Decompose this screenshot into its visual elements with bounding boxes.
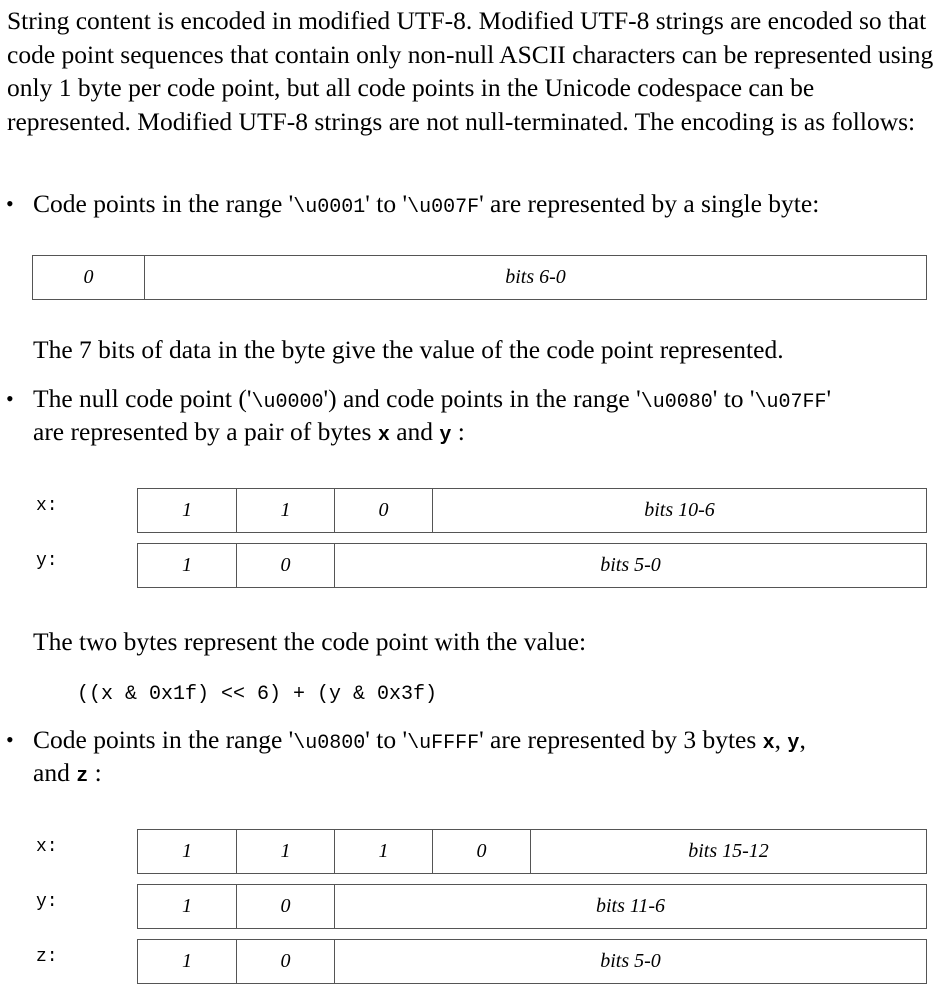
code-u007f: \u007F bbox=[407, 196, 480, 219]
table-row bbox=[138, 885, 927, 929]
formula-two-byte: ((x & 0x1f) << 6) + (y & 0x3f) bbox=[77, 683, 438, 706]
three-byte-x-table bbox=[137, 829, 927, 874]
table-row bbox=[138, 940, 927, 984]
two-byte-y-table bbox=[137, 543, 927, 588]
bit-range-cell: bits 6-0 bbox=[145, 256, 927, 300]
intro-paragraph: String content is encoded in modified UTF-8. Modified UTF-8 strings are encoded so that code point sequences that contain only non-null ASCII characters can be represented using only 1 byte per code point, but all code points in the Unicode codespace can be represented. Modified UTF-8 strings are not null-terminated. The encoding is as follows: bbox=[7, 6, 934, 136]
bit-cell: 1 bbox=[237, 830, 335, 874]
bullet-icon: • bbox=[6, 386, 14, 411]
bit-range-cell: bits 5-0 bbox=[335, 544, 927, 588]
bit-cell: 0 bbox=[433, 830, 531, 874]
bit-cell: 0 bbox=[237, 940, 335, 984]
bit-cell: 1 bbox=[138, 885, 237, 929]
bit-cell: 1 bbox=[138, 830, 237, 874]
byte-label-x: x: bbox=[36, 837, 58, 857]
table-row bbox=[138, 489, 927, 533]
table-row bbox=[138, 544, 927, 588]
bit-range-cell: bits 5-0 bbox=[335, 940, 927, 984]
code-u0001: \u0001 bbox=[293, 196, 366, 219]
bullet-icon: • bbox=[6, 727, 14, 752]
byte-label-x: x: bbox=[36, 496, 58, 516]
note-two-byte: The two bytes represent the code point with the value: bbox=[33, 627, 587, 656]
bit-range-cell: bits 10-6 bbox=[433, 489, 927, 533]
byte-label-y: y: bbox=[36, 892, 58, 912]
bullet-three-byte-line1: Code points in the range '\u0800' to '\uFFFF' are represented by 3 bytes x, y, bbox=[33, 725, 806, 755]
code-u0080: \u0080 bbox=[640, 391, 713, 414]
bit-cell: 1 bbox=[237, 489, 335, 533]
byte-label-y: y: bbox=[36, 551, 58, 571]
bullet-single-byte: Code points in the range '\u0001' to '\u007F' are represented by a single byte: bbox=[33, 189, 820, 219]
bit-cell: 0 bbox=[237, 544, 335, 588]
bullet-icon: • bbox=[6, 191, 14, 216]
code-uffff: \uFFFF bbox=[407, 732, 480, 755]
bit-range-cell: bits 11-6 bbox=[335, 885, 927, 929]
bit-cell: 0 bbox=[33, 256, 145, 300]
code-x: x bbox=[377, 424, 390, 447]
bit-cell: 1 bbox=[335, 830, 433, 874]
table-row bbox=[33, 256, 927, 300]
code-z: z bbox=[76, 765, 89, 788]
code-u0000: \u0000 bbox=[251, 391, 324, 414]
code-u0800: \u0800 bbox=[293, 732, 366, 755]
three-byte-z-table bbox=[137, 939, 927, 984]
bit-cell: 0 bbox=[335, 489, 433, 533]
code-u07ff: \u07FF bbox=[754, 391, 827, 414]
single-byte-layout-table bbox=[32, 255, 927, 300]
note-single-byte: The 7 bits of data in the byte give the value of the code point represented. bbox=[33, 335, 784, 364]
bit-cell: 0 bbox=[237, 885, 335, 929]
code-y: y bbox=[439, 424, 452, 447]
three-byte-y-table bbox=[137, 884, 927, 929]
bullet-two-byte-line2: are represented by a pair of bytes x and y : bbox=[33, 417, 465, 447]
bit-range-cell: bits 15-12 bbox=[531, 830, 927, 874]
bit-cell: 1 bbox=[138, 544, 237, 588]
code-y: y bbox=[787, 732, 800, 755]
two-byte-x-table bbox=[137, 488, 927, 533]
byte-label-z: z: bbox=[36, 947, 58, 967]
code-x: x bbox=[762, 732, 775, 755]
bullet-two-byte-line1: The null code point ('\u0000') and code points in the range '\u0080' to '\u07FF' bbox=[33, 384, 832, 414]
bit-cell: 1 bbox=[138, 940, 237, 984]
bit-cell: 1 bbox=[138, 489, 237, 533]
table-row bbox=[138, 830, 927, 874]
bullet-three-byte-line2: and z : bbox=[33, 758, 102, 788]
